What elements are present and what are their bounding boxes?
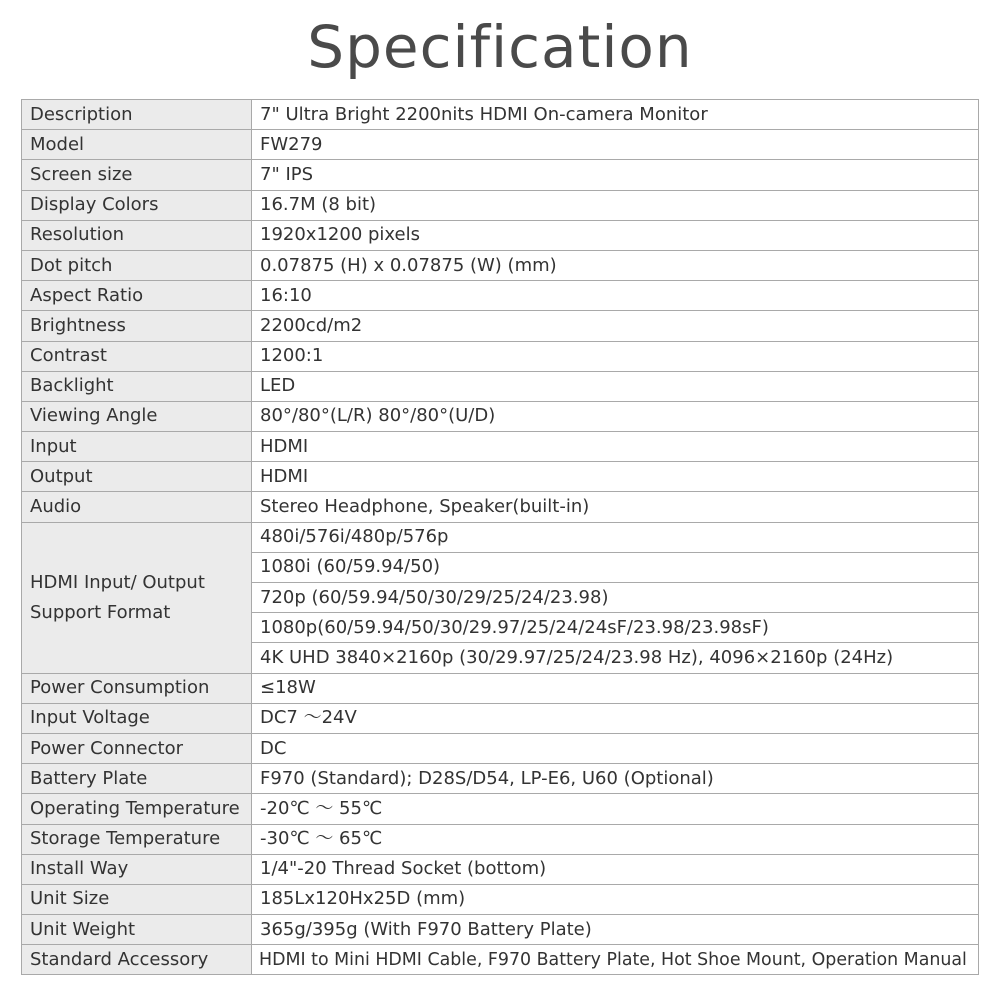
page-title: Specification <box>307 13 693 81</box>
spec-value: DC <box>252 733 979 763</box>
spec-label: Power Consumption <box>22 673 252 703</box>
table-row <box>22 854 979 884</box>
spec-label-line: HDMI Input/ Output <box>30 571 205 593</box>
table-row <box>22 190 979 220</box>
spec-value: -20℃ ～ 55℃ <box>252 794 979 824</box>
spec-label: Resolution <box>22 220 252 250</box>
spec-value: 1200:1 <box>252 341 979 371</box>
table-row <box>22 945 979 975</box>
spec-value: DC7 ～24V <box>252 703 979 733</box>
spec-label: Viewing Angle <box>22 401 252 431</box>
spec-label: Storage Temperature <box>22 824 252 854</box>
spec-label: Operating Temperature <box>22 794 252 824</box>
table-row <box>22 341 979 371</box>
table-row <box>22 794 979 824</box>
table-row <box>22 281 979 311</box>
table-row <box>22 884 979 914</box>
table-row <box>22 160 979 190</box>
spec-value: 1/4"-20 Thread Socket (bottom) <box>252 854 979 884</box>
spec-label: Standard Accessory <box>22 945 252 975</box>
spec-label: Display Colors <box>22 190 252 220</box>
table-row <box>22 220 979 250</box>
spec-label: Backlight <box>22 371 252 401</box>
spec-value: HDMI <box>252 432 979 462</box>
spec-label: Power Connector <box>22 733 252 763</box>
table-row <box>22 401 979 431</box>
spec-value: 4K UHD 3840×2160p (30/29.97/25/24/23.98 Hz), 4096×2160p (24Hz) <box>252 643 979 673</box>
spec-value: 16.7M (8 bit) <box>252 190 979 220</box>
spec-label: Contrast <box>22 341 252 371</box>
spec-value: 16:10 <box>252 281 979 311</box>
spec-label: Dot pitch <box>22 250 252 280</box>
spec-value: ≤18W <box>252 673 979 703</box>
spec-value: 7" IPS <box>252 160 979 190</box>
spec-value: 185Lx120Hx25D (mm) <box>252 884 979 914</box>
spec-value: 1080i (60/59.94/50) <box>252 552 979 582</box>
spec-value: 365g/395g (With F970 Battery Plate) <box>252 915 979 945</box>
table-row <box>22 250 979 280</box>
spec-value: -30℃ ～ 65℃ <box>252 824 979 854</box>
spec-label: Aspect Ratio <box>22 281 252 311</box>
spec-label: Install Way <box>22 854 252 884</box>
table-row <box>22 432 979 462</box>
spec-value: FW279 <box>252 130 979 160</box>
spec-value: 0.07875 (H) x 0.07875 (W) (mm) <box>252 250 979 280</box>
table-row <box>22 764 979 794</box>
spec-label: Input <box>22 432 252 462</box>
spec-label: Screen size <box>22 160 252 190</box>
table-row <box>22 703 979 733</box>
spec-value: HDMI to Mini HDMI Cable, F970 Battery Plate, Hot Shoe Mount, Operation Manual <box>252 945 979 975</box>
spec-value: F970 (Standard); D28S/D54, LP-E6, U60 (Optional) <box>252 764 979 794</box>
table-row <box>22 462 979 492</box>
table-row <box>22 371 979 401</box>
spec-label: Brightness <box>22 311 252 341</box>
spec-label: Description <box>22 100 252 130</box>
spec-label-hdmi-format <box>22 522 252 673</box>
table-row <box>22 824 979 854</box>
spec-value: LED <box>252 371 979 401</box>
spec-value: 480i/576i/480p/576p <box>252 522 979 552</box>
spec-value: 2200cd/m2 <box>252 311 979 341</box>
table-row <box>22 492 979 522</box>
spec-label: Output <box>22 462 252 492</box>
spec-label-line: Support Format <box>30 601 171 623</box>
table-row <box>22 733 979 763</box>
spec-label: Input Voltage <box>22 703 252 733</box>
spec-label: Unit Weight <box>22 915 252 945</box>
table-row <box>22 130 979 160</box>
spec-value: 7" Ultra Bright 2200nits HDMI On-camera Monitor <box>252 100 979 130</box>
table-row <box>22 673 979 703</box>
table-row <box>22 100 979 130</box>
spec-value: 1920x1200 pixels <box>252 220 979 250</box>
spec-label: Battery Plate <box>22 764 252 794</box>
table-row <box>22 522 979 552</box>
spec-table <box>21 99 979 975</box>
spec-label: Model <box>22 130 252 160</box>
spec-value: 1080p(60/59.94/50/30/29.97/25/24/24sF/23.98/23.98sF) <box>252 613 979 643</box>
spec-value: HDMI <box>252 462 979 492</box>
table-row <box>22 915 979 945</box>
table-row <box>22 311 979 341</box>
spec-value: Stereo Headphone, Speaker(built-in) <box>252 492 979 522</box>
spec-label: Unit Size <box>22 884 252 914</box>
spec-value: 80°/80°(L/R) 80°/80°(U/D) <box>252 401 979 431</box>
spec-label: Audio <box>22 492 252 522</box>
spec-value: 720p (60/59.94/50/30/29/25/24/23.98) <box>252 583 979 613</box>
